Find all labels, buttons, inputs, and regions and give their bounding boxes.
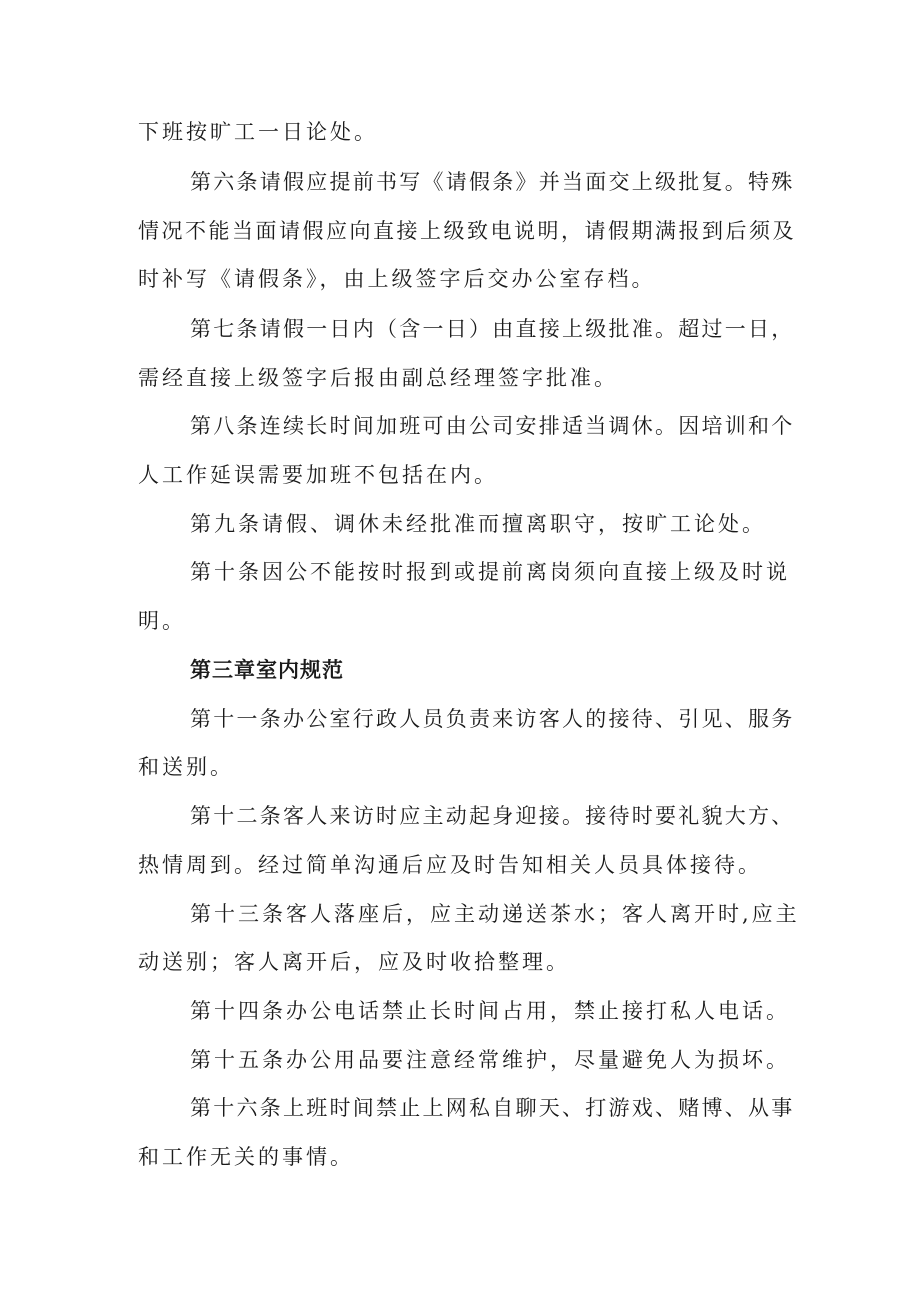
paragraph-line: 动送别；客人离开后，应及时收拾整理。 [138,950,570,974]
paragraph-line: 第十五条办公用品要注意经常维护，尽量避免人为损坏。 [190,1048,790,1072]
paragraph-line: 第十三条客人落座后，应主动递送茶水；客人离开时,应主 [190,902,800,926]
paragraph-line: 明。 [138,609,186,633]
paragraph-line: 情况不能当面请假应向直接上级致电说明，请假期满报到后须及 [138,219,796,243]
paragraph-line: 第七条请假一日内（含一日）由直接上级批准。超过一日， [190,317,795,341]
paragraph-line: 第九条请假、调休未经批准而擅离职守，按旷工论处。 [190,512,766,536]
paragraph-line: 第十一条办公室行政人员负责来访客人的接待、引见、服务 [190,707,795,731]
paragraph-line: 时补写《请假条》，由上级签字后交办公室存档。 [138,267,656,291]
paragraph-line: 和送别。 [138,755,234,779]
paragraph-line: 第十二条客人来访时应主动起身迎接。接待时要礼貌大方、 [190,804,795,828]
paragraph-line: 第十四条办公电话禁止长时间占用，禁止接打私人电话。 [190,999,790,1023]
paragraph-line: 和工作无关的事情。 [138,1145,354,1169]
paragraph-line: 第十六条上班时间禁止上网私自聊天、打游戏、赌博、从事 [190,1096,795,1120]
paragraph-line: 第八条连续长时间加班可由公司安排适当调休。因培训和个 [190,414,795,438]
paragraph-line: 第十条因公不能按时报到或提前离岗须向直接上级及时说 [190,560,790,584]
paragraph-line: 热情周到。经过简单沟通后应及时告知相关人员具体接待。 [138,853,762,877]
chapter-heading: 第三章室内规范 [190,658,344,682]
paragraph-line: 需经直接上级签字后报由副总经理签字批准。 [138,366,618,390]
paragraph-line: 人工作延误需要加班不包括在内。 [138,463,498,487]
paragraph-line: 第六条请假应提前书写《请假条》并当面交上级批复。特殊 [190,170,795,194]
paragraph-line: 下班按旷工一日论处。 [138,120,378,144]
